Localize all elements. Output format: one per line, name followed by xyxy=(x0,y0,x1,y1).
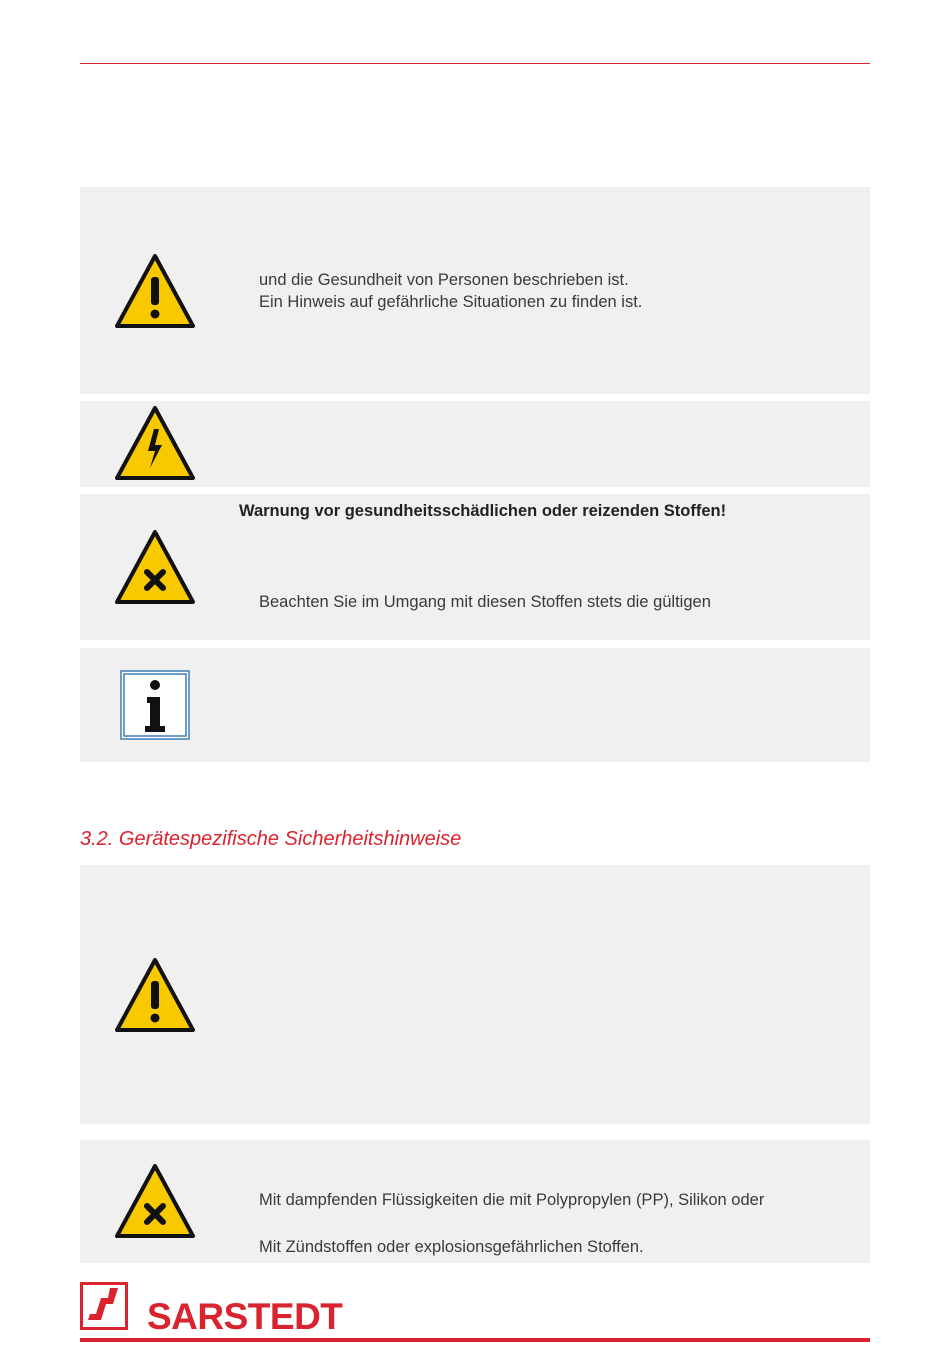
warning-exclamation-icon xyxy=(114,253,196,329)
box6-line1: Mit dampfenden Flüssigkeiten die mit Polypropylen (PP), Silikon oder xyxy=(259,1191,765,1209)
info-box xyxy=(80,648,870,762)
sarstedt-logo-icon xyxy=(80,1282,128,1330)
footer-rule xyxy=(80,1338,870,1342)
info-icon xyxy=(120,670,190,740)
safety-box-general-warning xyxy=(80,187,870,394)
harmful-irritant-icon xyxy=(114,1163,196,1239)
device-safety-box-warning xyxy=(80,865,870,1124)
warning-exclamation-icon xyxy=(114,957,196,1033)
safety-box-harmful xyxy=(80,494,870,640)
brand-name: SARSTEDT xyxy=(147,1296,343,1337)
box3-line1: Beachten Sie im Umgang mit diesen Stoffen stets die gültigen xyxy=(259,593,711,611)
harmful-irritant-icon xyxy=(114,529,196,605)
section-title: 3.2. Gerätespezifische Sicherheitshinweise xyxy=(80,828,462,850)
device-safety-box-harmful xyxy=(80,1140,870,1263)
box3-heading: Warnung vor gesundheitsschädlichen oder reizenden Stoffen! xyxy=(239,502,727,520)
box1-line1: und die Gesundheit von Personen beschrieben ist. xyxy=(259,271,629,289)
box1-line2: Ein Hinweis auf gefährliche Situationen zu finden ist. xyxy=(259,293,643,311)
safety-box-electrical xyxy=(80,401,870,487)
box6-line2: Mit Zündstoffen oder explosionsgefährlichen Stoffen. xyxy=(259,1238,644,1256)
header-rule xyxy=(80,63,870,64)
electrical-hazard-icon xyxy=(114,405,196,481)
